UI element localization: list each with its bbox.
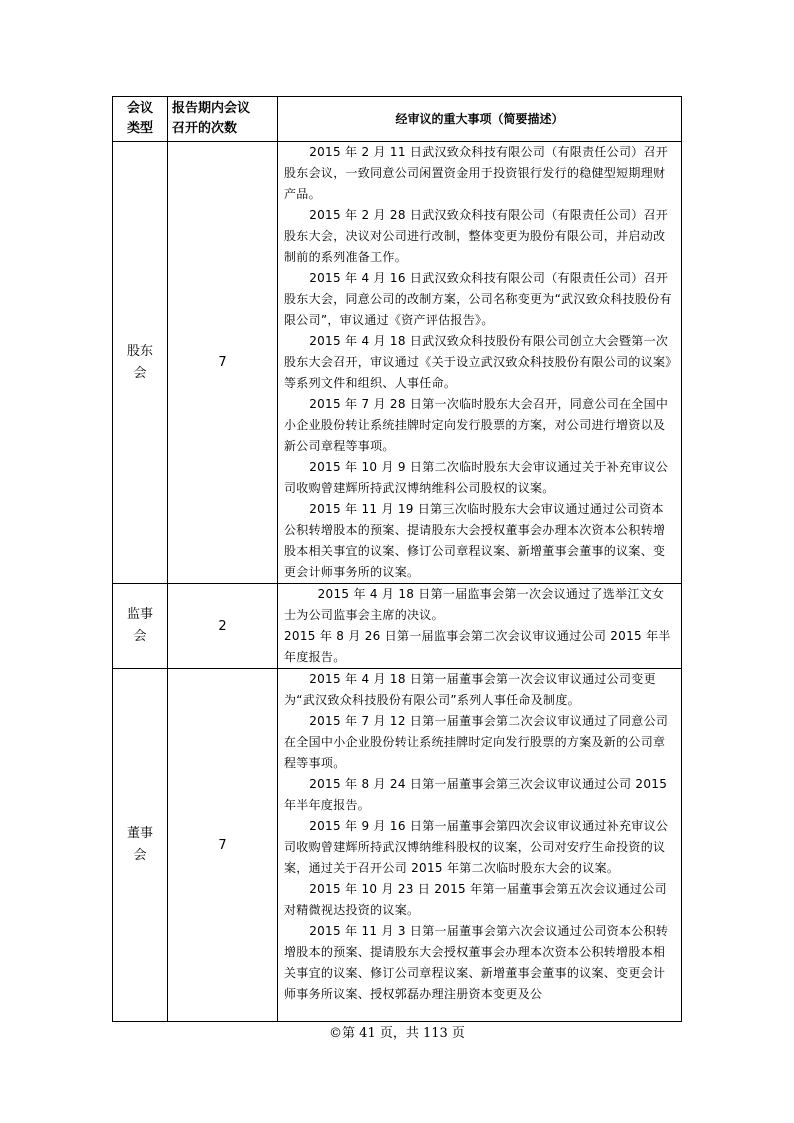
- table-row-shareholders-meeting: [113, 142, 682, 584]
- meeting-count-cell: 7: [168, 142, 278, 584]
- table-row-supervisory-board: [113, 584, 682, 669]
- matter-paragraph: 2015 年 11 月 3 日第一届董事会第六次会议通过公司资本公积转增股本的预案、提请股东大会授权董事会办理本次资本公积转增股本相关事宜的议案、修订公司章程议案、新增董事会董事的议案、变更会计师事务所议案、授权郭磊办理注册资本变更及公: [284, 924, 669, 1001]
- header-meeting-type: 会议 类型: [113, 97, 168, 142]
- table-header-row: [113, 97, 682, 142]
- matter-paragraph: 2015 年 7 月 12 日第一届董事会第二次会议审议通过了同意公司在全国中小企业股份转让系统挂牌时定向发行股票的方案及新的公司章程等事项。: [284, 714, 669, 770]
- matter-paragraph: 2015 年 2 月 28 日武汉致众科技有限公司（有限责任公司）召开股东大会，决议对公司进行改制，整体变更为股份有限公司，并启动改制前的系列准备工作。: [284, 208, 669, 264]
- board-matters-wrap: [284, 669, 675, 1021]
- matters-cell: [278, 142, 682, 584]
- meeting-type-cell: 董事 会: [113, 669, 168, 1022]
- matter-paragraph: 2015 年 4 月 16 日武汉致众科技有限公司（有限责任公司）召开股东大会，同意公司的改制方案，公司名称变更为“武汉致众科技股份有限公司”，审议通过《资产评估报告》。: [284, 271, 672, 327]
- meeting-type-cell: 股东 会: [113, 142, 168, 584]
- matter-paragraph: 2015 年 10 月 23 日 2015 年第一届董事会第五次会议通过公司对精微视达投资的议案。: [284, 882, 667, 917]
- matter-paragraph: 2015 年 4 月 18 日第一届监事会第一次会议通过了选举江文女士为公司监事会主席的决议。: [284, 587, 665, 622]
- page-footer: ©第 41 页，共 113 页: [329, 1026, 465, 1041]
- header-major-matters: 经审议的重大事项（简要描述）: [278, 97, 682, 142]
- matter-paragraph: 2015 年 9 月 16 日第一届董事会第四次会议审议通过补充审议公司收购曾建辉所持武汉博纳维科股权的议案，公司对安疗生命投资的议案，通过关于召开公司 2015 年第二次临时股东大会的议案。: [284, 819, 669, 875]
- matters-cell: [278, 669, 682, 1022]
- matter-paragraph: 2015 年 4 月 18 日第一届董事会第一次会议审议通过公司变更为“武汉致众科技股份有限公司”系列人事任命及制度。: [284, 672, 656, 707]
- meetings-table: [112, 96, 682, 1022]
- matters-cell: [278, 584, 682, 669]
- matter-paragraph: 2015 年 11 月 19 日第三次临时股东大会审议通过通过公司资本公积转增股本的预案、提请股东大会授权董事会办理本次资本公积转增股本相关事宜的议案、修订公司章程议案、新增董事会董事的议案、变更会计师事务所的议案。: [284, 502, 666, 579]
- meeting-type-cell: 监事 会: [113, 584, 168, 669]
- matter-paragraph: 2015 年 7 月 28 日第一次临时股东大会召开，同意公司在全国中小企业股份转让系统挂牌时定向发行股票的方案，对公司进行增资以及新公司章程等事项。: [284, 397, 669, 453]
- meeting-count-cell: 7: [168, 669, 278, 1022]
- matter-paragraph: 2015 年 2 月 11 日武汉致众科技有限公司（有限责任公司）召开股东会议，一致同意公司闲置资金用于投资银行发行的稳健型短期理财产品。: [284, 145, 669, 201]
- meeting-count-cell: 2: [168, 584, 278, 669]
- matter-paragraph: 2015 年 4 月 18 日武汉致众科技股份有限公司创立大会暨第一次股东大会召开，审议通过《关于设立武汉致众科技股份有限公司的议案》等系列文件和组织、人事任命。: [284, 334, 672, 390]
- header-meeting-count: 报告期内会议 召开的次数: [168, 97, 278, 142]
- matter-paragraph: 2015 年 8 月 24 日第一届董事会第三次会议审议通过公司 2015 年半年度报告。: [284, 777, 672, 812]
- matter-paragraph: 2015 年 8 月 26 日第一届监事会第二次会议审议通过公司 2015 年半年度报告。: [284, 629, 671, 664]
- matter-paragraph: 2015 年 10 月 9 日第二次临时股东大会审议通过关于补充审议公司收购曾建辉所持武汉博纳维科公司股权的议案。: [284, 460, 669, 495]
- table-row-board-of-directors: [113, 669, 682, 1022]
